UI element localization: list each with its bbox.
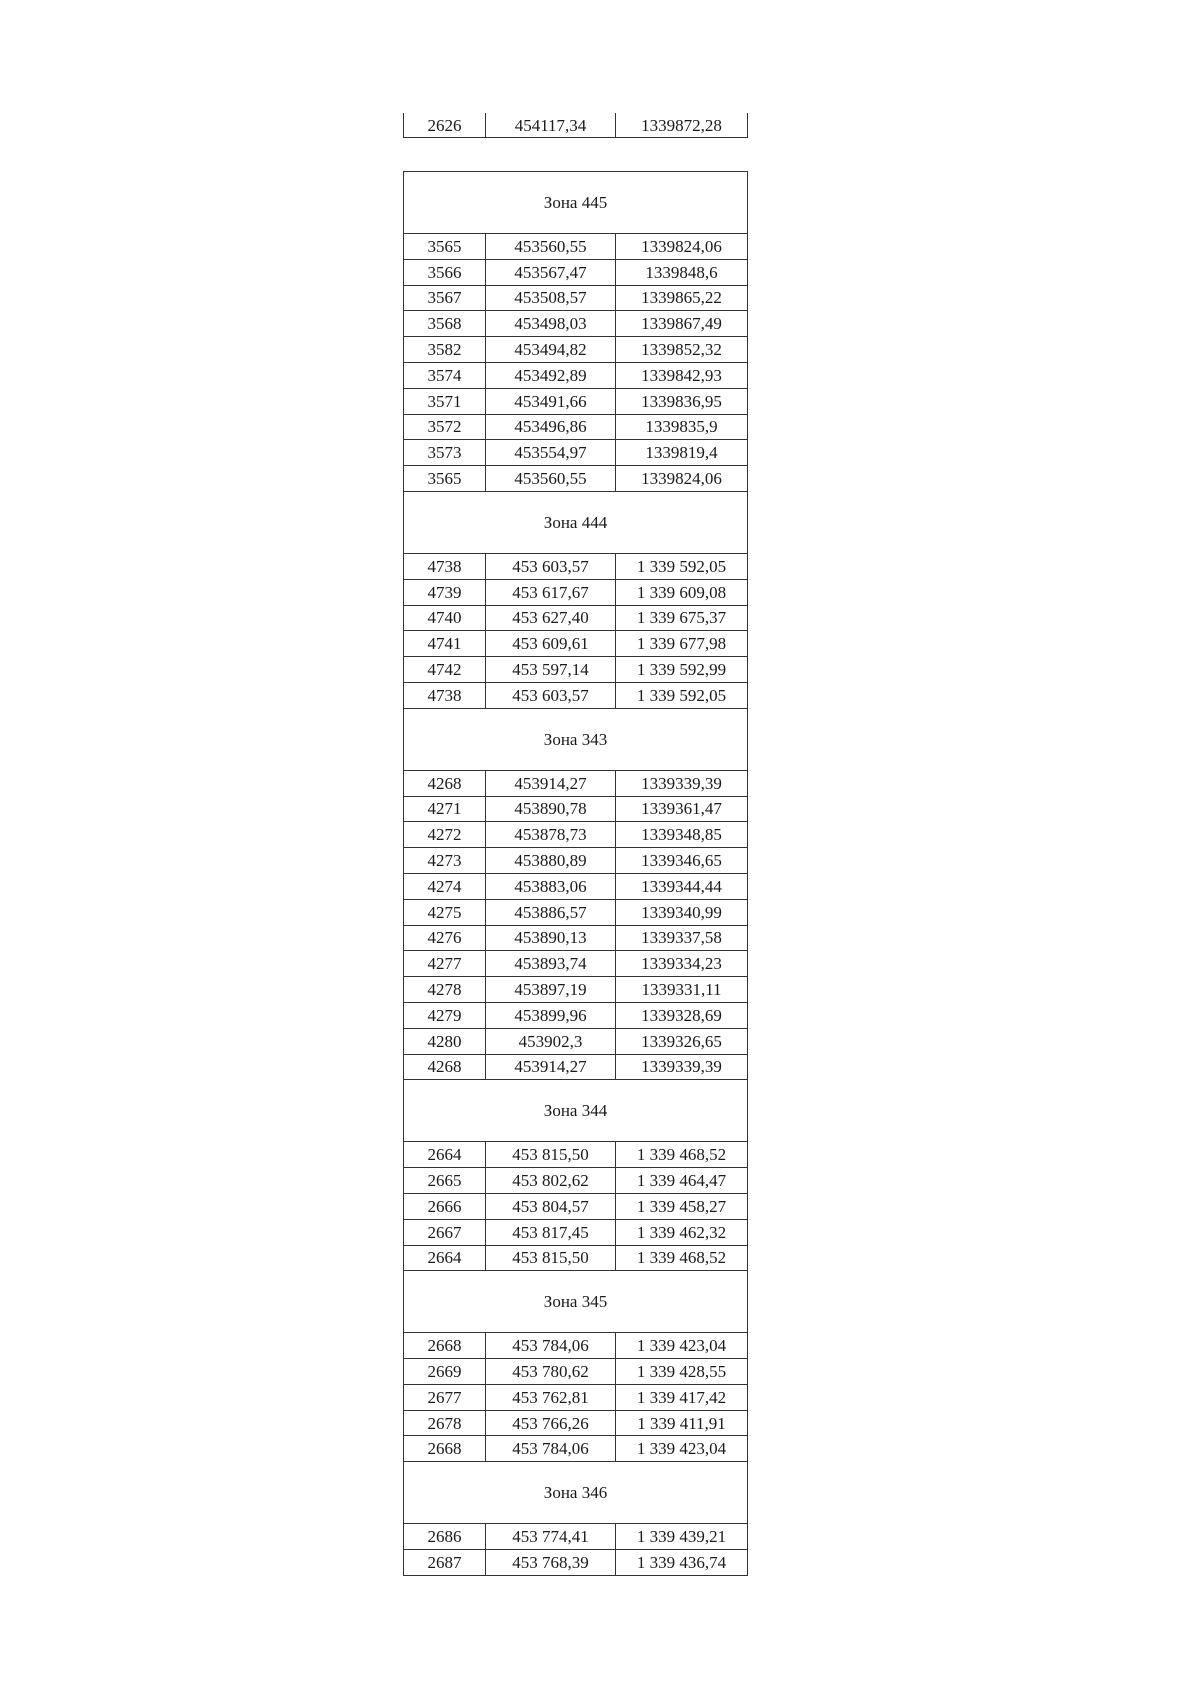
- y-coordinate-cell: 1339328,69: [616, 1002, 748, 1028]
- table-row: [404, 1193, 748, 1219]
- table-row: [404, 1333, 748, 1359]
- point-number-cell: 2669: [404, 1359, 486, 1385]
- y-coordinate-cell: 1339326,65: [616, 1028, 748, 1054]
- table-row: [404, 362, 748, 388]
- point-number-cell: 4277: [404, 951, 486, 977]
- y-coordinate-cell: 1 339 417,42: [616, 1384, 748, 1410]
- point-number-cell: 4275: [404, 899, 486, 925]
- point-number-cell: 4279: [404, 1002, 486, 1028]
- y-coordinate-cell: 1 339 592,99: [616, 657, 748, 683]
- y-coordinate-cell: 1339842,93: [616, 362, 748, 388]
- x-coordinate-cell: 453 762,81: [486, 1384, 616, 1410]
- point-number-cell: 3573: [404, 440, 486, 466]
- y-coordinate-cell: 1 339 592,05: [616, 682, 748, 708]
- y-coordinate-cell: 1 339 436,74: [616, 1550, 748, 1576]
- point-number-cell: 2664: [404, 1245, 486, 1271]
- x-coordinate-cell: 453902,3: [486, 1028, 616, 1054]
- x-coordinate-cell: 453491,66: [486, 388, 616, 414]
- x-coordinate-cell: 453 768,39: [486, 1550, 616, 1576]
- y-coordinate-cell: 1339337,58: [616, 925, 748, 951]
- y-coordinate-cell: 1339865,22: [616, 285, 748, 311]
- zone-title: Зона 343: [404, 708, 748, 770]
- x-coordinate-cell: 453886,57: [486, 899, 616, 925]
- point-number-cell: 4273: [404, 848, 486, 874]
- zone-header-row: [404, 708, 748, 770]
- point-number-cell: 4272: [404, 822, 486, 848]
- table-row: [404, 1410, 748, 1436]
- y-coordinate-cell: 1339344,44: [616, 873, 748, 899]
- x-coordinate-cell: 453914,27: [486, 770, 616, 796]
- x-coordinate-cell: 453496,86: [486, 414, 616, 440]
- y-coordinate-cell: 1339872,28: [616, 113, 748, 138]
- table-row: [404, 553, 748, 579]
- y-coordinate-cell: 1 339 609,08: [616, 579, 748, 605]
- table-row: [404, 873, 748, 899]
- point-number-cell: 2678: [404, 1410, 486, 1436]
- x-coordinate-cell: 453878,73: [486, 822, 616, 848]
- table-row: [404, 311, 748, 337]
- y-coordinate-cell: 1339346,65: [616, 848, 748, 874]
- point-number-cell: 2664: [404, 1142, 486, 1168]
- x-coordinate-cell: 453 627,40: [486, 605, 616, 631]
- y-coordinate-cell: 1339836,95: [616, 388, 748, 414]
- y-coordinate-cell: 1339340,99: [616, 899, 748, 925]
- table-row: [404, 682, 748, 708]
- y-coordinate-cell: 1339361,47: [616, 796, 748, 822]
- point-number-cell: 2626: [404, 113, 486, 138]
- table-row: [404, 1219, 748, 1245]
- table-row: [404, 113, 748, 138]
- y-coordinate-cell: 1339348,85: [616, 822, 748, 848]
- table-row: [404, 1054, 748, 1080]
- zone-header-row: [404, 1080, 748, 1142]
- point-number-cell: 4276: [404, 925, 486, 951]
- y-coordinate-cell: 1 339 423,04: [616, 1436, 748, 1462]
- point-number-cell: 4268: [404, 1054, 486, 1080]
- zone-header-row: [404, 491, 748, 553]
- x-coordinate-cell: 453560,55: [486, 466, 616, 492]
- table-row: [404, 1002, 748, 1028]
- x-coordinate-cell: 453 804,57: [486, 1193, 616, 1219]
- table-row: [404, 1524, 748, 1550]
- table-row: [404, 337, 748, 363]
- y-coordinate-cell: 1 339 439,21: [616, 1524, 748, 1550]
- point-number-cell: 4738: [404, 553, 486, 579]
- y-coordinate-cell: 1 339 677,98: [616, 631, 748, 657]
- zone-header-row: [404, 1271, 748, 1333]
- point-number-cell: 2667: [404, 1219, 486, 1245]
- x-coordinate-cell: 453 802,62: [486, 1168, 616, 1194]
- zone-title: Зона 346: [404, 1462, 748, 1524]
- zone-title: Зона 344: [404, 1080, 748, 1142]
- x-coordinate-cell: 453567,47: [486, 259, 616, 285]
- point-number-cell: 4739: [404, 579, 486, 605]
- x-coordinate-cell: 453492,89: [486, 362, 616, 388]
- x-coordinate-cell: 453 817,45: [486, 1219, 616, 1245]
- table-row: [404, 1436, 748, 1462]
- point-number-cell: 4738: [404, 682, 486, 708]
- x-coordinate-cell: 453 766,26: [486, 1410, 616, 1436]
- x-coordinate-cell: 453 617,67: [486, 579, 616, 605]
- point-number-cell: 4268: [404, 770, 486, 796]
- point-number-cell: 3572: [404, 414, 486, 440]
- y-coordinate-cell: 1339852,32: [616, 337, 748, 363]
- table-row: [404, 285, 748, 311]
- table-row: [404, 1359, 748, 1385]
- x-coordinate-cell: 453498,03: [486, 311, 616, 337]
- point-number-cell: 4271: [404, 796, 486, 822]
- table-row: [404, 1168, 748, 1194]
- table-row: [404, 951, 748, 977]
- zone-title: Зона 345: [404, 1271, 748, 1333]
- x-coordinate-cell: 453890,78: [486, 796, 616, 822]
- x-coordinate-cell: 453494,82: [486, 337, 616, 363]
- table-row: [404, 925, 748, 951]
- table-row: [404, 605, 748, 631]
- x-coordinate-cell: 453 774,41: [486, 1524, 616, 1550]
- point-number-cell: 2687: [404, 1550, 486, 1576]
- y-coordinate-cell: 1339334,23: [616, 951, 748, 977]
- y-coordinate-cell: 1 339 458,27: [616, 1193, 748, 1219]
- y-coordinate-cell: 1339331,11: [616, 977, 748, 1003]
- x-coordinate-cell: 453890,13: [486, 925, 616, 951]
- table-row: [404, 631, 748, 657]
- y-coordinate-cell: 1 339 592,05: [616, 553, 748, 579]
- x-coordinate-cell: 453560,55: [486, 234, 616, 260]
- point-number-cell: 2686: [404, 1524, 486, 1550]
- x-coordinate-cell: 453 603,57: [486, 553, 616, 579]
- x-coordinate-cell: 453914,27: [486, 1054, 616, 1080]
- point-number-cell: 3565: [404, 234, 486, 260]
- point-number-cell: 4740: [404, 605, 486, 631]
- table-row: [404, 977, 748, 1003]
- table-row: [404, 440, 748, 466]
- y-coordinate-cell: 1339867,49: [616, 311, 748, 337]
- point-number-cell: 3566: [404, 259, 486, 285]
- y-coordinate-cell: 1339824,06: [616, 234, 748, 260]
- y-coordinate-cell: 1339339,39: [616, 1054, 748, 1080]
- point-number-cell: 3582: [404, 337, 486, 363]
- zone-header-row: [404, 172, 748, 234]
- point-number-cell: 2666: [404, 1193, 486, 1219]
- x-coordinate-cell: 453 780,62: [486, 1359, 616, 1385]
- table-row: [404, 657, 748, 683]
- point-number-cell: 2665: [404, 1168, 486, 1194]
- point-number-cell: 3574: [404, 362, 486, 388]
- point-number-cell: 4741: [404, 631, 486, 657]
- x-coordinate-cell: 453554,97: [486, 440, 616, 466]
- y-coordinate-cell: 1 339 468,52: [616, 1142, 748, 1168]
- x-coordinate-cell: 453 609,61: [486, 631, 616, 657]
- table-row: [404, 579, 748, 605]
- point-number-cell: 2677: [404, 1384, 486, 1410]
- point-number-cell: 3567: [404, 285, 486, 311]
- x-coordinate-cell: 453508,57: [486, 285, 616, 311]
- zone-title: Зона 444: [404, 491, 748, 553]
- x-coordinate-cell: 453883,06: [486, 873, 616, 899]
- y-coordinate-cell: 1 339 675,37: [616, 605, 748, 631]
- table-row: [404, 848, 748, 874]
- table-row: [404, 388, 748, 414]
- table-row: [404, 770, 748, 796]
- x-coordinate-cell: 453 815,50: [486, 1142, 616, 1168]
- point-number-cell: 3571: [404, 388, 486, 414]
- y-coordinate-cell: 1339848,6: [616, 259, 748, 285]
- x-coordinate-cell: 453 815,50: [486, 1245, 616, 1271]
- x-coordinate-cell: 453880,89: [486, 848, 616, 874]
- table-row: [404, 1142, 748, 1168]
- x-coordinate-cell: 453 597,14: [486, 657, 616, 683]
- y-coordinate-cell: 1 339 464,47: [616, 1168, 748, 1194]
- point-number-cell: 2668: [404, 1436, 486, 1462]
- y-coordinate-cell: 1 339 423,04: [616, 1333, 748, 1359]
- table-row: [404, 899, 748, 925]
- y-coordinate-cell: 1339835,9: [616, 414, 748, 440]
- table-row: [404, 259, 748, 285]
- zone-header-row: [404, 1462, 748, 1524]
- y-coordinate-cell: 1 339 462,32: [616, 1219, 748, 1245]
- zone-title: Зона 445: [404, 172, 748, 234]
- table-row: [404, 414, 748, 440]
- x-coordinate-cell: 454117,34: [486, 113, 616, 138]
- y-coordinate-cell: 1339819,4: [616, 440, 748, 466]
- x-coordinate-cell: 453 784,06: [486, 1333, 616, 1359]
- point-number-cell: 4742: [404, 657, 486, 683]
- point-number-cell: 4280: [404, 1028, 486, 1054]
- x-coordinate-cell: 453893,74: [486, 951, 616, 977]
- x-coordinate-cell: 453 603,57: [486, 682, 616, 708]
- point-number-cell: 4278: [404, 977, 486, 1003]
- table-row: [404, 1384, 748, 1410]
- x-coordinate-cell: 453899,96: [486, 1002, 616, 1028]
- point-number-cell: 3565: [404, 466, 486, 492]
- table-row: [404, 1550, 748, 1576]
- x-coordinate-cell: 453 784,06: [486, 1436, 616, 1462]
- point-number-cell: 3568: [404, 311, 486, 337]
- y-coordinate-cell: 1 339 428,55: [616, 1359, 748, 1385]
- table-row: [404, 796, 748, 822]
- continued-coordinates-table: [403, 113, 748, 138]
- table-row: [404, 1245, 748, 1271]
- y-coordinate-cell: 1 339 411,91: [616, 1410, 748, 1436]
- y-coordinate-cell: 1339824,06: [616, 466, 748, 492]
- point-number-cell: 2668: [404, 1333, 486, 1359]
- table-row: [404, 466, 748, 492]
- table-row: [404, 1028, 748, 1054]
- zone-coordinates-table: [403, 171, 748, 1576]
- y-coordinate-cell: 1339339,39: [616, 770, 748, 796]
- table-row: [404, 822, 748, 848]
- x-coordinate-cell: 453897,19: [486, 977, 616, 1003]
- table-row: [404, 234, 748, 260]
- y-coordinate-cell: 1 339 468,52: [616, 1245, 748, 1271]
- point-number-cell: 4274: [404, 873, 486, 899]
